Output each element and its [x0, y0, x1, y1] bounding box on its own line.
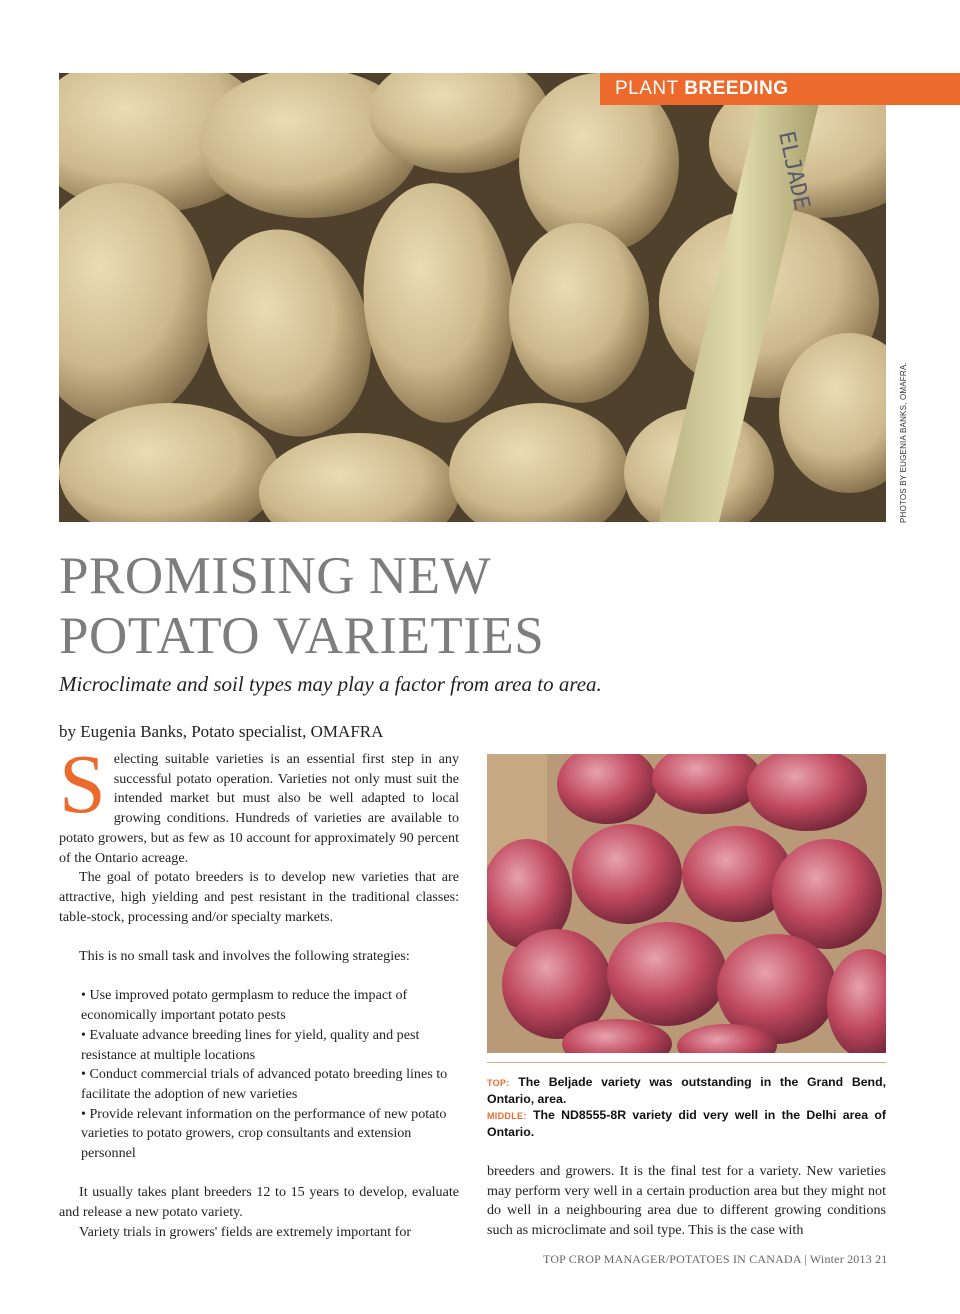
- caption-text: The Beljade variety was outstanding in the Grand Bend, Ontario, area.: [487, 1075, 886, 1106]
- caption-lead: MIDDLE:: [487, 1111, 527, 1121]
- caption-middle: [487, 1107, 886, 1140]
- strategy-list: [59, 986, 459, 1163]
- headline-line-2: POTATO VARIETIES: [59, 607, 545, 665]
- red-potatoes-photo: [487, 754, 886, 1053]
- potato-pile-photo: [59, 73, 886, 522]
- article-body-right: breeders and growers. It is the final test for a variety. New varieties may perform very well in a certain production area but they might not do well in a neighbouring area due to different growing conditions such as microclimate and soil type. This is the case with: [487, 1163, 886, 1239]
- caption-divider: [487, 1062, 886, 1063]
- paragraph-1: electing suitable varieties is an essential first step in any successful potato operation. Varieties not only must suit the intended market but must also be well adapted to local growing conditions. Hundreds of varieties are available to potato growers, but as few as 10 account for approximately 90 percent of the Ontario acreage.: [59, 751, 459, 866]
- caption-top: [487, 1074, 886, 1107]
- paragraph-3: This is no small task and involves the following strategies:: [79, 948, 410, 965]
- page-title: [59, 546, 759, 666]
- headline-line-1: PROMISING NEW: [59, 547, 491, 605]
- drop-cap: S: [59, 738, 106, 831]
- paragraph-2: The goal of potato breeders is to develop new varieties that are attractive, high yielding and pest resistant in the traditional classes: table-stock, processing and/or specialty markets.: [59, 869, 459, 925]
- list-item: • Conduct commercial trials of advanced potato breeding lines to facilitate the adoption of new varieties: [81, 1066, 448, 1102]
- list-item: • Provide relevant information on the performance of new potato varieties to potato growers, crop consultants and extension personnel: [81, 1105, 447, 1162]
- byline: by Eugenia Banks, Potato specialist, OMAFRA: [59, 722, 384, 741]
- article-body-left: [59, 738, 459, 1243]
- caption-lead: TOP:: [487, 1078, 510, 1088]
- stake-label: ELJADE: [773, 129, 815, 212]
- yellow-potatoes-illustration: [59, 73, 886, 522]
- caption-text: The ND8555-8R variety did very well in the Delhi area of Ontario.: [487, 1108, 887, 1139]
- photo-credit: PHOTOS BY EUGENIA BANKS, OMAFRA.: [899, 362, 908, 523]
- photo-captions: [487, 1074, 886, 1140]
- section-tag: [600, 73, 960, 105]
- subtitle: Microclimate and soil types may play a factor from area to area.: [59, 672, 602, 696]
- paragraph-5: Variety trials in growers' fields are extremely important for: [79, 1223, 412, 1240]
- paragraph-4: It usually takes plant breeders 12 to 15 years to develop, evaluate and release a new potato variety.: [59, 1184, 459, 1221]
- section-prefix: PLANT: [615, 78, 679, 99]
- page-footer: TOP CROP MANAGER/POTATOES IN CANADA | Winter 2013 21: [543, 1252, 888, 1266]
- red-potatoes-illustration: [487, 754, 886, 1053]
- list-item: • Evaluate advance breeding lines for yield, quality and pest resistance at multiple locations: [81, 1026, 420, 1063]
- list-item: • Use improved potato germplasm to reduce the impact of economically important potato pests: [81, 987, 408, 1024]
- section-emphasis: BREEDING: [684, 78, 789, 99]
